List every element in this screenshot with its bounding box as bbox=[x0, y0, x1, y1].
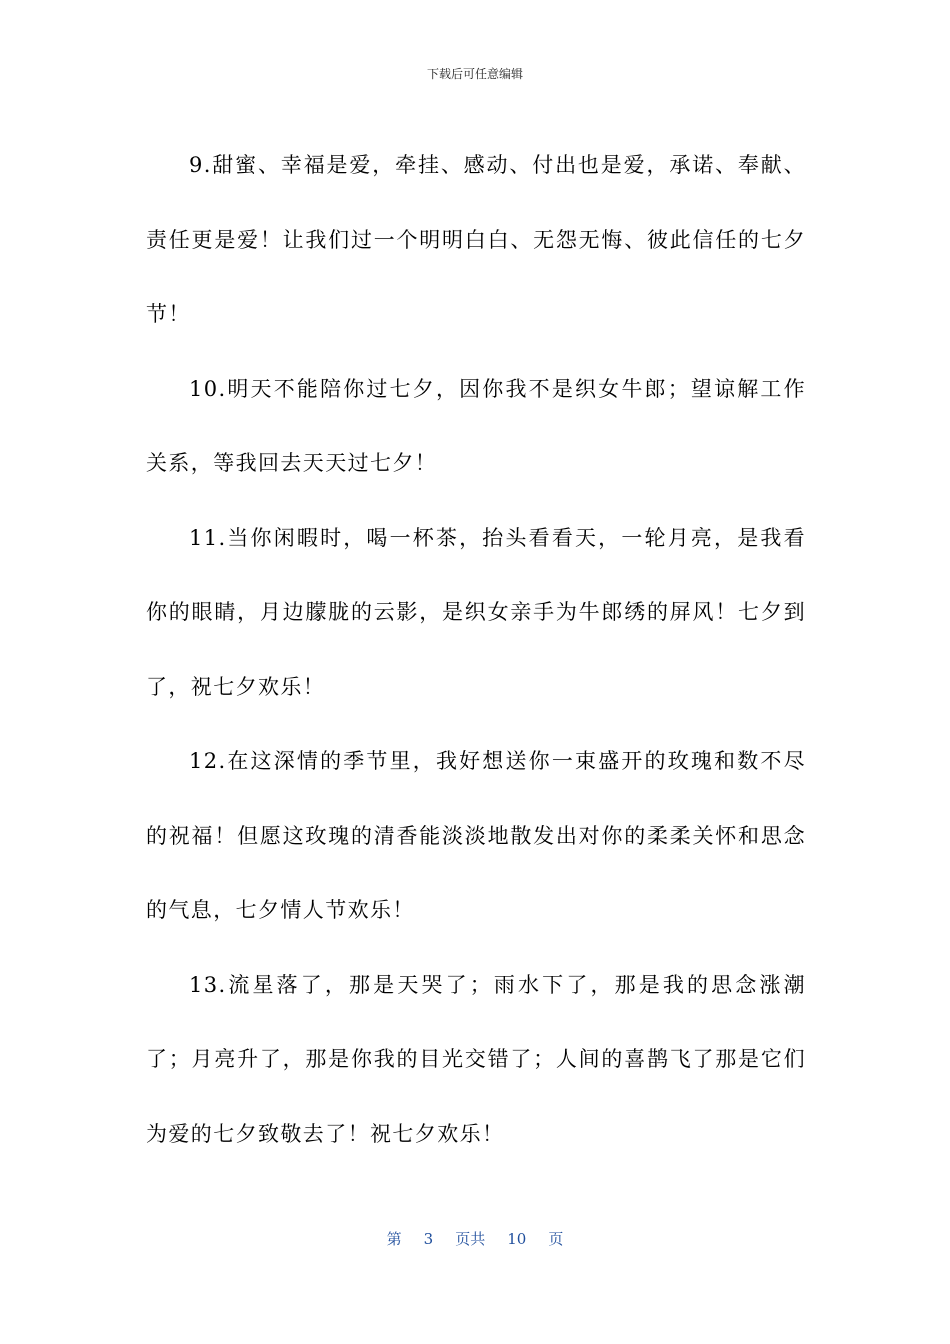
paragraph-9: 9.甜蜜、幸福是爱，牵挂、感动、付出也是爱，承诺、奉献、责任更是爱！让我们过一个明明白白、无怨无悔、彼此信任的七夕节！ bbox=[146, 153, 806, 326]
paragraph-11: 11.当你闲暇时，喝一杯茶，抬头看看天，一轮月亮，是我看你的眼睛，月边朦胧的云影，是织女亲手为牛郎绣的屏风！七夕到了，祝七夕欢乐！ bbox=[146, 525, 806, 699]
total-pages-number: 10 bbox=[507, 1230, 527, 1248]
paragraph-13: 13.流星落了，那是天哭了；雨水下了，那是我的思念涨潮了；月亮升了，那是你我的目光交错了；人间的喜鹊飞了那是它们为爱的七夕致敬去了！祝七夕欢乐！ bbox=[146, 972, 806, 1146]
footer-prefix: 第 bbox=[386, 1230, 402, 1248]
footer-suffix: 页 bbox=[548, 1230, 564, 1248]
page-header: 下载后可任意编辑 bbox=[426, 67, 523, 81]
current-page-number: 3 bbox=[423, 1230, 434, 1248]
page-footer bbox=[0, 1229, 950, 1249]
document-body bbox=[146, 128, 806, 1171]
paragraph-12: 12.在这深情的季节里，我好想送你一束盛开的玫瑰和数不尽的祝福！但愿这玫瑰的清香能淡淡地散发出对你的柔柔关怀和思念的气息，七夕情人节欢乐！ bbox=[146, 749, 806, 922]
footer-middle: 页共 bbox=[455, 1230, 486, 1248]
paragraph-10: 10.明天不能陪你过七夕，因你我不是织女牛郎；望谅解工作关系，等我回去天天过七夕！ bbox=[146, 376, 806, 475]
